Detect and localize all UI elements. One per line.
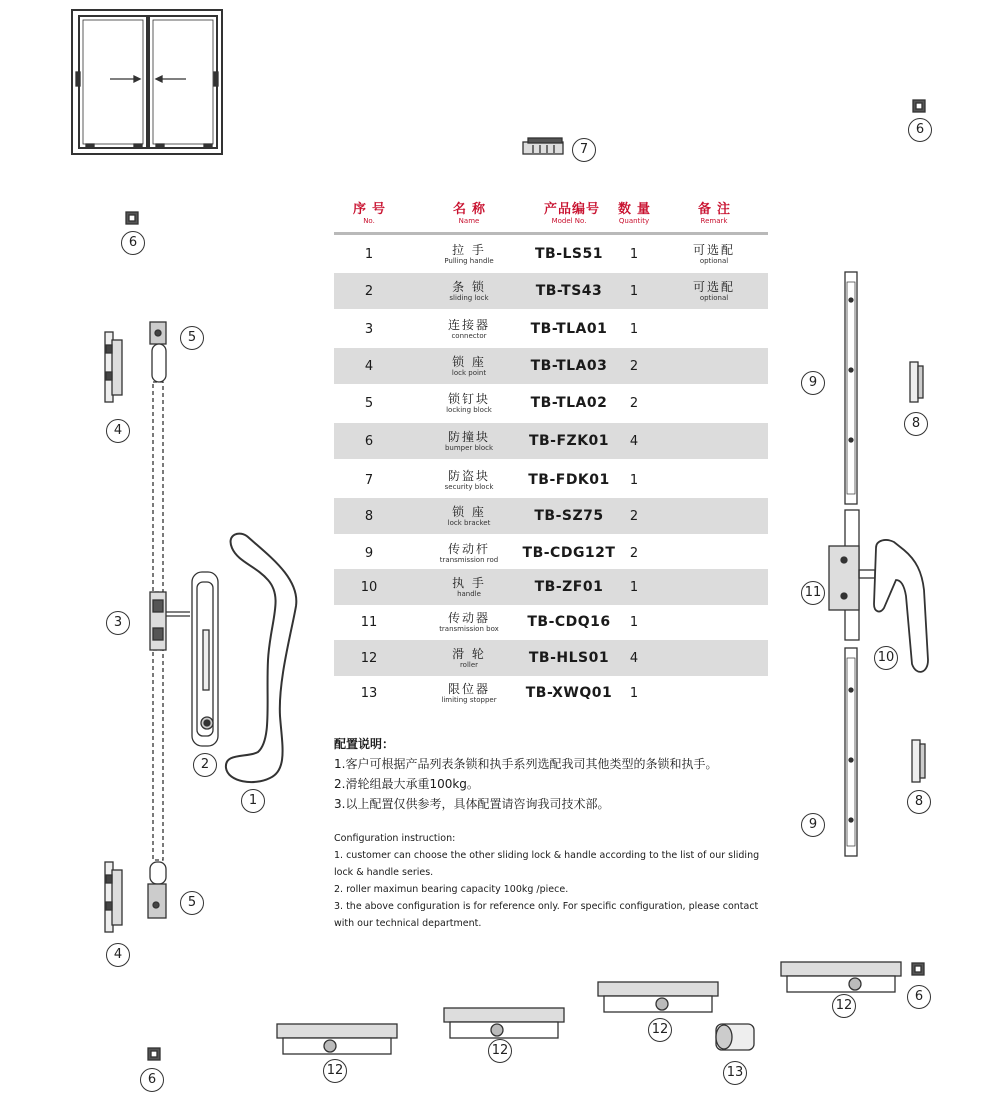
callout-lock-bracket: 8 bbox=[907, 790, 931, 814]
callout-bumper-block: 6 bbox=[908, 118, 932, 142]
callout-bumper-block: 6 bbox=[121, 231, 145, 255]
table-row: 8 锁 座 lock bracket TB-SZ75 2 bbox=[334, 498, 768, 534]
callout-transmission-rod: 9 bbox=[801, 371, 825, 395]
window-diagram-icon bbox=[72, 10, 222, 154]
callout-lock-point: 4 bbox=[106, 419, 130, 443]
table-row: 1 拉 手 Pulling handle TB-LS51 1 可选配 optional bbox=[364, 242, 735, 265]
table-row: 6 防撞块 bumper block TB-FZK01 4 bbox=[334, 423, 768, 459]
notes-english-line: 1. customer can choose the other sliding lock & handle according to the list of our sliding lock & handle series. bbox=[334, 850, 760, 878]
transmission-box-icon bbox=[829, 510, 875, 640]
callout-roller: 12 bbox=[488, 1039, 512, 1063]
notes-chinese-line: 1.客户可根据产品列表条锁和执手系列选配我司其他类型的条锁和执手。 bbox=[334, 757, 718, 771]
header-no: 序号 No. bbox=[352, 202, 391, 225]
table-row: 7 防盗块 security block TB-FDK01 1 bbox=[364, 468, 639, 491]
table-row: 9 传动杆 transmission rod TB-CDG12T 2 bbox=[364, 541, 639, 564]
callout-bumper-block: 6 bbox=[907, 985, 931, 1009]
callout-limiting-stopper: 13 bbox=[723, 1061, 747, 1085]
pulling-handle-icon bbox=[226, 534, 296, 782]
callout-locking-block: 5 bbox=[180, 326, 204, 350]
limiting-stopper-icon bbox=[716, 1024, 754, 1050]
header-name: 名称 Name bbox=[452, 202, 491, 225]
callout-connector: 3 bbox=[106, 611, 130, 635]
table-row: 11 传动器 transmission box TB-CDQ16 1 bbox=[360, 610, 639, 633]
notes-english-line: 3. the above configuration is for reference only. For specific configuration, please contact with our technical department. bbox=[334, 901, 759, 929]
notes-english-title: Configuration instruction: bbox=[334, 833, 456, 844]
notes-chinese-line: 3.以上配置仅供参考，具体配置请咨询我司技术部。 bbox=[334, 797, 610, 811]
callout-roller: 12 bbox=[832, 994, 856, 1018]
callout-sliding-lock: 2 bbox=[193, 753, 217, 777]
table-row: 3 连接器 connector TB-TLA01 1 bbox=[364, 317, 639, 340]
notes-english bbox=[334, 830, 774, 932]
callout-transmission-rod: 9 bbox=[801, 813, 825, 837]
callout-pulling-handle: 1 bbox=[241, 789, 265, 813]
callout-lock-point: 4 bbox=[106, 943, 130, 967]
roller-icon bbox=[277, 962, 901, 1054]
callout-security-block: 7 bbox=[572, 138, 596, 162]
table-row: 10 执 手 handle TB-ZF01 1 bbox=[334, 569, 768, 605]
security-block-icon bbox=[523, 138, 563, 154]
table-row: 4 锁 座 lock point TB-TLA03 2 bbox=[334, 348, 768, 384]
notes-chinese-title: 配置说明： bbox=[334, 737, 395, 751]
notes-chinese bbox=[334, 734, 717, 814]
callout-lock-bracket: 8 bbox=[904, 412, 928, 436]
table-row: 5 锁钉块 locking block TB-TLA02 2 bbox=[364, 391, 639, 414]
header-divider bbox=[334, 232, 768, 235]
header-remark: 备注 Remark bbox=[697, 202, 736, 225]
callout-locking-block: 5 bbox=[180, 891, 204, 915]
callout-transmission-box: 11 bbox=[801, 581, 825, 605]
callout-roller: 12 bbox=[648, 1018, 672, 1042]
header-model: 产品编号 Model No. bbox=[543, 202, 600, 225]
notes-chinese-line: 2.滑轮组最大承重100kg。 bbox=[334, 777, 479, 791]
table-row: 13 限位器 limiting stopper TB-XWQ01 1 bbox=[360, 681, 639, 704]
connector-icon bbox=[150, 592, 190, 650]
table-row: 12 滑 轮 roller TB-HLS01 4 bbox=[334, 640, 768, 676]
sliding-lock-icon bbox=[192, 572, 218, 746]
callout-bumper-block: 6 bbox=[140, 1068, 164, 1092]
callout-roller: 12 bbox=[323, 1059, 347, 1083]
table-row: 2 条 锁 sliding lock TB-TS43 1 可选配 optional bbox=[334, 273, 768, 309]
header-quantity: 数量 Quantity bbox=[617, 202, 656, 225]
callout-handle: 10 bbox=[874, 646, 898, 670]
notes-english-line: 2. roller maximun bearing capacity 100kg /piece. bbox=[334, 884, 569, 895]
